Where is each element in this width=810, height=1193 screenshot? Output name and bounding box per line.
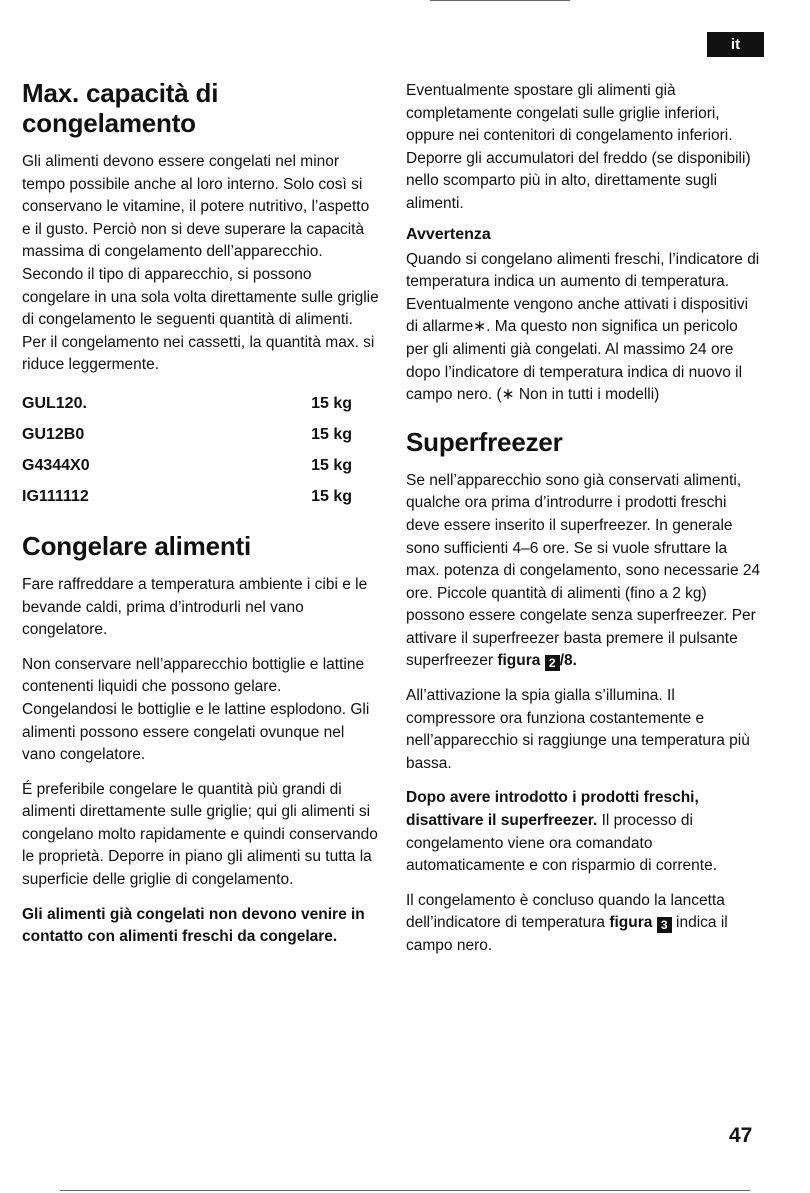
table-row: [22, 389, 352, 420]
weight-cell: 15 kg: [311, 426, 352, 444]
figure-badge: 2: [545, 655, 560, 671]
paragraph-disable-superfreezer: [406, 787, 764, 877]
instruction-disable: Dopo avere introdotto i prodotti freschi, disattivare il superfreezer.: [406, 789, 699, 830]
heading-max-capacity: Max. capacità di congelamento: [22, 78, 219, 138]
left-column: [22, 78, 380, 961]
weight-cell: 15 kg: [311, 488, 352, 506]
paragraph-move-frozen: Eventualmente spostare gli alimenti già completamente congelati sulle griglie inferiori, oppure nei contenitori di congelamento inferiori. Deporre gli accumulatori del freddo (se disponibili) nello scomparto più in alto, direttamente sugli alimenti.: [406, 82, 751, 212]
figure-badge: 3: [657, 917, 672, 933]
capacity-table: [22, 389, 352, 513]
superfreezer-text: Se nell’apparecchio sono già conservati alimenti, qualche ora prima d’introdurre i prodotti freschi deve essere inserito il superfreezer. In generale sono sufficienti 4–6 ore. Se si vuole sfruttare la max. potenza di congelamento, sono necessarie 24 ore. Piccole quantità di alimenti (fino a 2 kg) possono essere congelate senza superfreezer. Per attivare il superfreezer basta premere il pulsante superfreezer: [406, 471, 761, 670]
model-cell: IG111112: [22, 488, 89, 506]
weight-cell: 15 kg: [311, 457, 352, 475]
figure-reference: figura: [609, 914, 653, 932]
freezing-complete-text: Il congelamento è concluso quando la lancetta dell’indicatore di temperatura: [406, 891, 725, 932]
paragraph-notice: Quando si congelano alimenti freschi, l’indicatore di temperatura indica un aumento di temperatura. Eventualmente vengono anche attivati i dispositivi di allarme∗. Ma questo non significa un pericolo per gli alimenti già congelati. Al massimo 24 ore dopo l’indicatore di temperatura indica di nuovo il campo nero. (∗ Non in tutti i modelli): [406, 250, 760, 404]
bottom-rule: [60, 1190, 750, 1191]
paragraph-cool-first: Fare raffreddare a temperatura ambiente i cibi e le bevande caldi, prima d’introdurli nel vano congelatore.: [22, 575, 368, 639]
top-rule: [430, 0, 570, 1]
weight-cell: 15 kg: [311, 395, 352, 413]
figure-item-number: /8.: [559, 652, 577, 670]
figure-reference: figura: [497, 652, 541, 670]
warning-no-contact: Gli alimenti già congelati non devono venire in contatto con alimenti freschi da congelare.: [22, 905, 365, 946]
heading-superfreezer: Superfreezer: [406, 426, 563, 457]
table-row: [22, 420, 352, 451]
page-number: 47: [729, 1124, 753, 1147]
paragraph-large-quantities: É preferibile congelare le quantità più grandi di alimenti direttamente sulle griglie; qui gli alimenti si congelano molto rapidamente e quindi conservando le proprietà. Deporre in piano gli alimenti su tutta la superficie delle griglie di congelamento.: [22, 780, 378, 889]
model-cell: GUL120.: [22, 395, 87, 413]
paragraph-superfreezer-usage: [406, 470, 764, 673]
language-tab: it: [707, 32, 764, 57]
heading-freezing-food: Congelare alimenti: [22, 530, 252, 561]
paragraph-freezing-complete: [406, 890, 764, 958]
table-row: [22, 451, 352, 482]
freezing-complete-suffix: indica il campo nero.: [406, 914, 728, 954]
model-cell: G4344X0: [22, 457, 90, 475]
paragraph-activation: All’attivazione la spia gialla s’illumina. Il compressore ora funziona costantemente e nell’apparecchio si raggiunge una temperatura più bassa.: [406, 687, 750, 772]
instruction-disable-detail: Il processo di congelamento viene ora comandato automaticamente e con risparmio di corrente.: [406, 812, 718, 875]
right-column: [406, 80, 764, 970]
model-cell: GU12B0: [22, 426, 85, 444]
subheading-notice: Avvertenza: [406, 225, 491, 243]
table-row: [22, 482, 352, 513]
paragraph-capacity-intro: Gli alimenti devono essere congelati nel minor tempo possibile anche al loro interno. Solo così si conservano le vitamine, il potere nutritivo, l’aspetto e il gusto. Perciò non si deve superare la capacità massima di congelamento dell’apparecchio. Secondo il tipo di apparecchio, si possono congelare in una sola volta direttamente sulle griglie di congelamento le seguenti quantità di alimenti. Per il congelamento nei cassetti, la quantità max. si riduce leggermente.: [22, 153, 379, 374]
paragraph-no-bottles: Non conservare nell’apparecchio bottiglie e lattine contenenti liquidi che possono gelare. Congelandosi le bottiglie e le lattine esplodono. Gli alimenti possono essere congelati ovunque nel vano congelatore.: [22, 655, 370, 764]
